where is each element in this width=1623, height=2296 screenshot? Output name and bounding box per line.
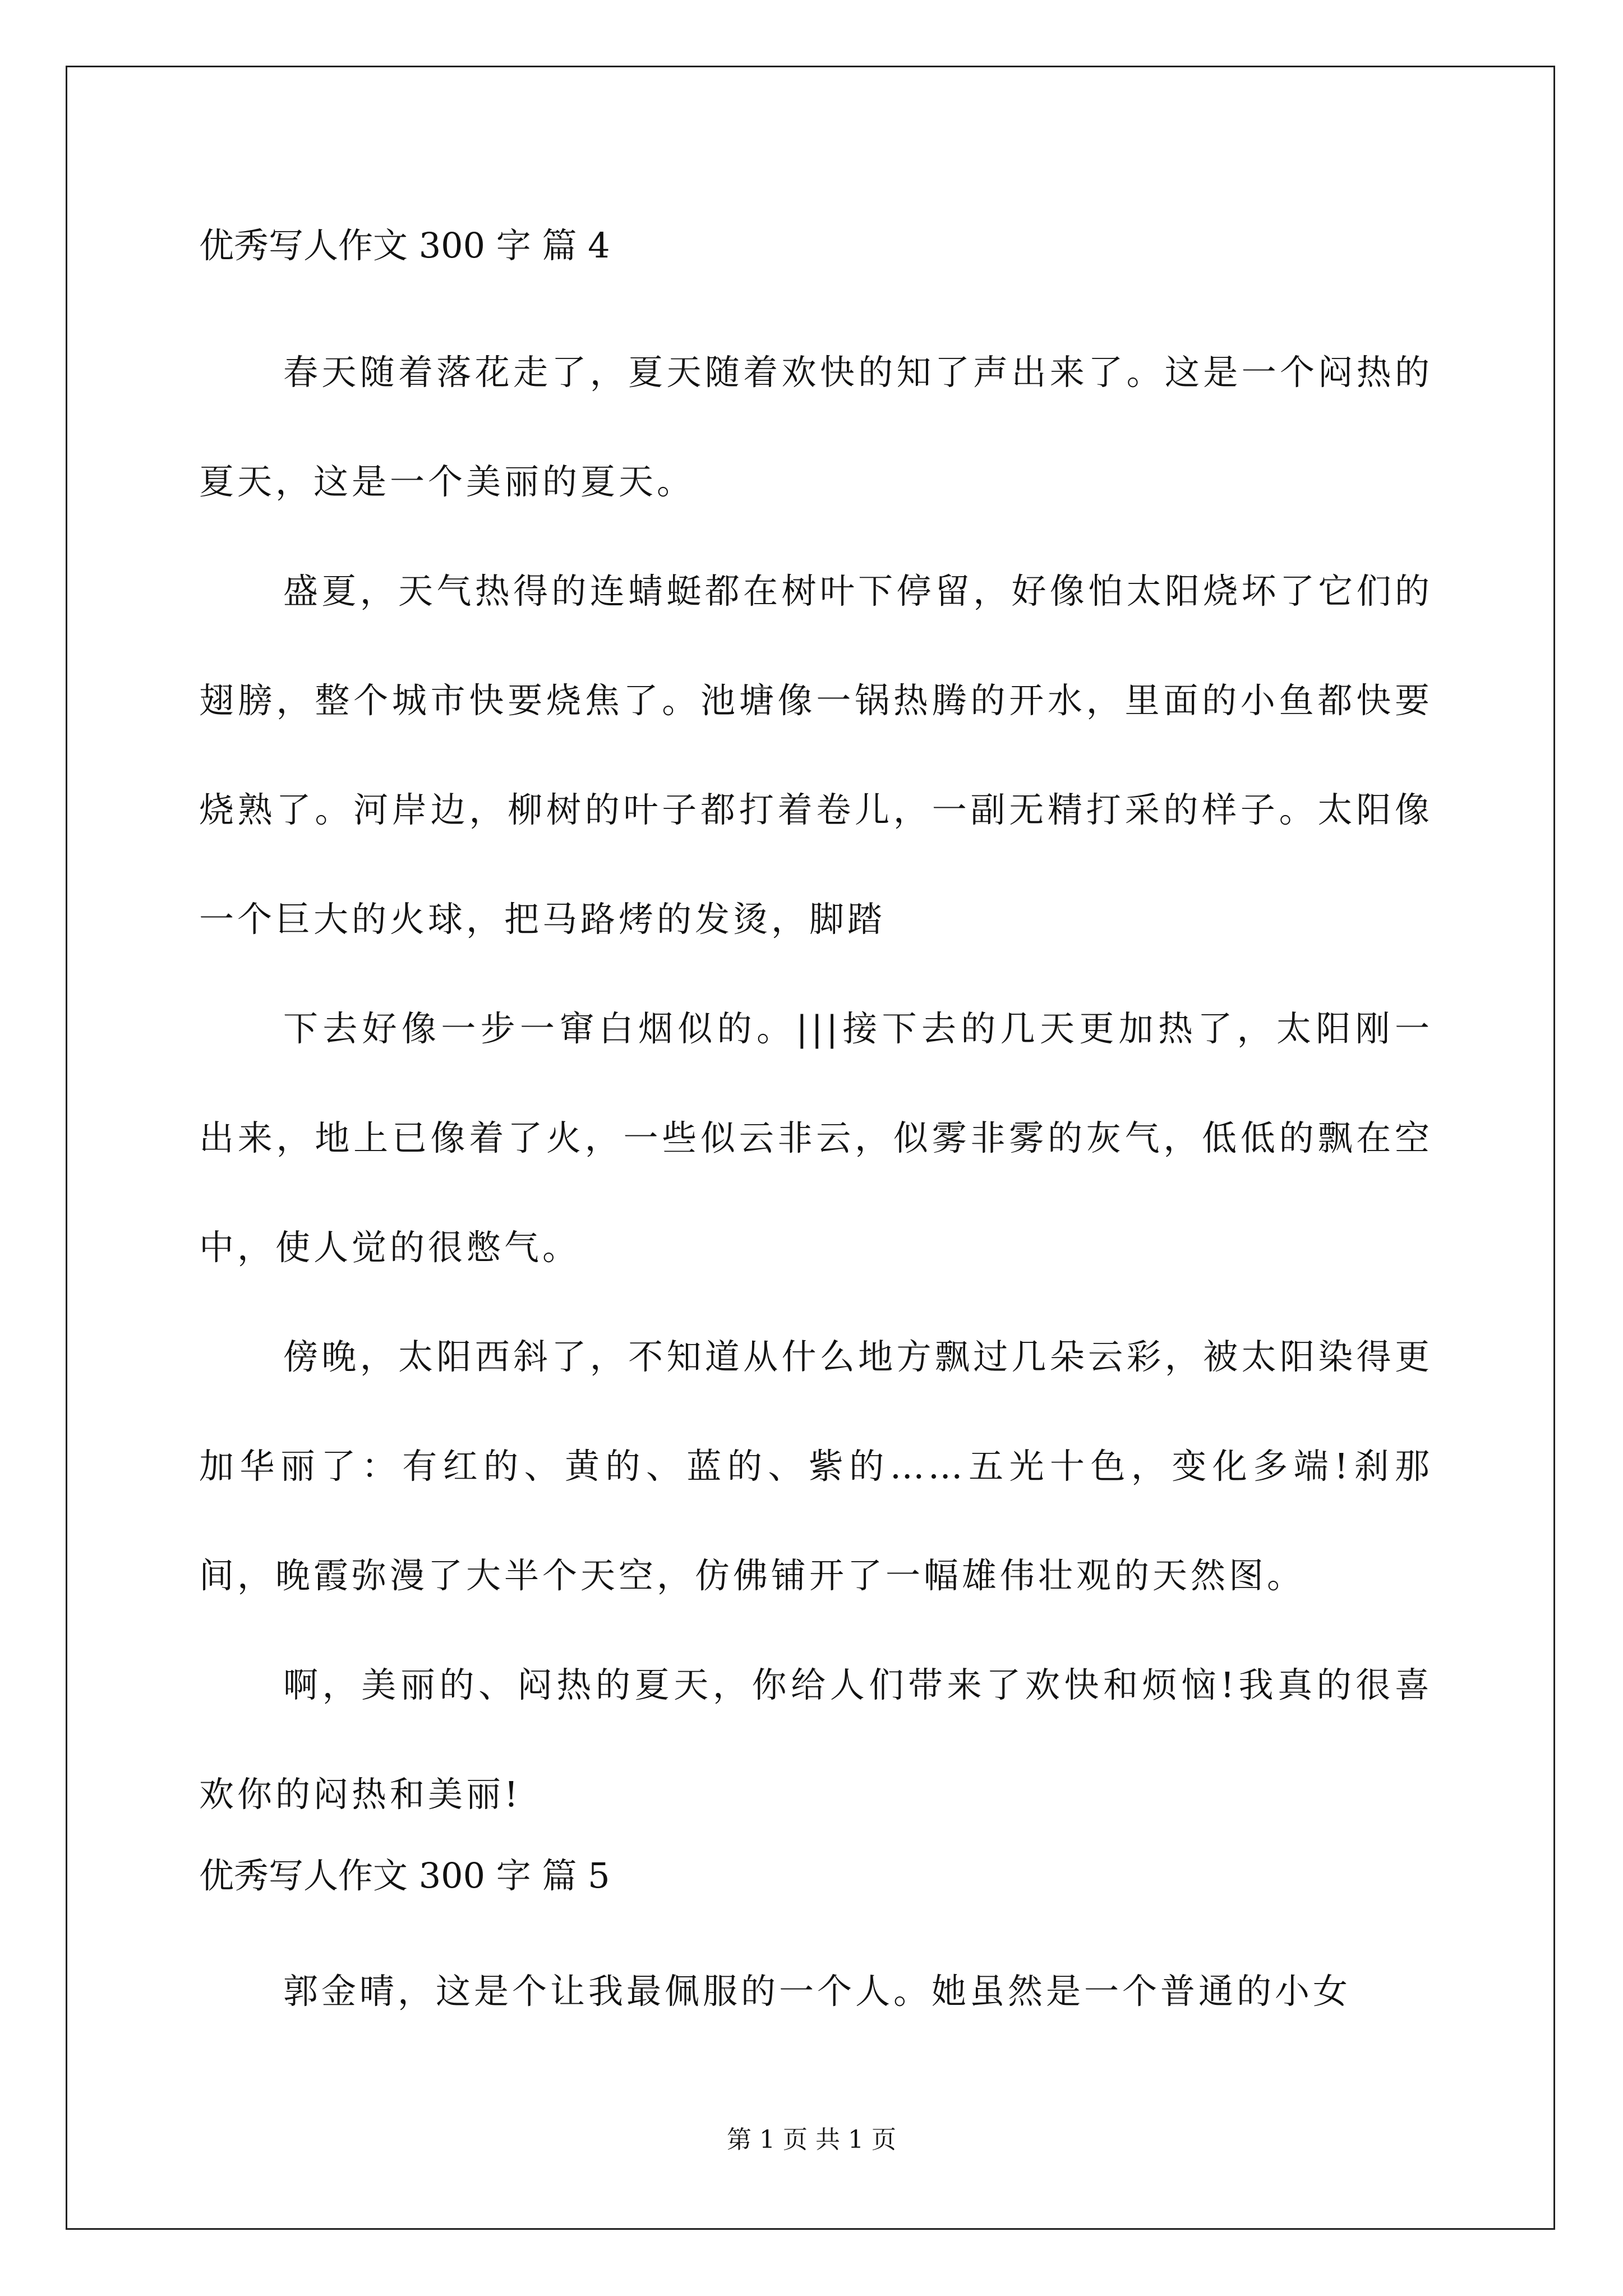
document-body	[199, 219, 1433, 2046]
page-footer: 第 1 页 共 1 页	[727, 2125, 896, 2154]
paragraph: 盛夏，天气热得的连蜻蜓都在树叶下停留，好像怕太阳烧坏了它们的翅膀，整个城市快要烧焦了。池塘像一锅热腾的开水，里面的小鱼都快要烧熟了。河岸边，柳树的叶子都打着卷儿，一副无精打采的样子。太阳像一个巨大的火球，把马路烤的发烫，脚踏	[199, 570, 1433, 940]
paragraph: 啊，美丽的、闷热的夏天，你给人们带来了欢快和烦恼!我真的很喜欢你的闷热和美丽!	[199, 1664, 1433, 1815]
paragraph: 春天随着落花走了，夏天随着欢快的知了声出来了。这是一个闷热的夏天，这是一个美丽的夏天。	[199, 352, 1433, 502]
section-heading-4: 优秀写人作文 300 字 篇 4	[199, 225, 610, 266]
paragraph: 郭金晴，这是个让我最佩服的一个人。她虽然是一个普通的小女	[283, 1971, 1352, 2012]
section-heading-5: 优秀写人作文 300 字 篇 5	[199, 1855, 610, 1896]
paragraph: 傍晚，太阳西斜了，不知道从什么地方飘过几朵云彩，被太阳染得更加华丽了：有红的、黄的、蓝的、紫的……五光十色，变化多端!刹那间，晚霞弥漫了大半个天空，仿佛铺开了一幅雄伟壮观的天然图。	[199, 1336, 1433, 1596]
paragraph: 下去好像一步一窜白烟似的。|||接下去的几天更加热了，太阳刚一出来，地上已像着了火，一些似云非云，似雾非雾的灰气，低低的飘在空中，使人觉的很憋气。	[199, 1008, 1433, 1268]
